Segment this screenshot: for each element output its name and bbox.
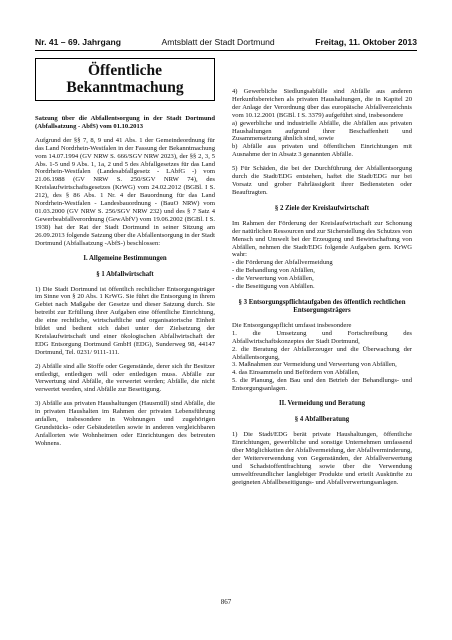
- paragraph-heading-2: § 2 Ziele der Kreislaufwirtschaft: [274, 204, 370, 212]
- preamble: Aufgrund der §§ 7, 8, 9 und 41 Abs. 1 der Gemeindeordnung für das Land Nordrhein-Westfalen in der Fassung der Bekanntmachung vom 14.07.1994 (GV NRW S. 666/SGV NRW 2023), der §§ 2, 3, 5 Abs. 1-5 und 9 Abs. 1, 1a, 2 und 5 des Abfallgesetzes für das Land Nordrhein-Westfalen (Landesabfallgesetz - LAbfG -) vom 21.06.1988 (GV NRW S. 250/SGV NRW 74), des Kreislaufwirtschaftsgesetzes (KrWG) vom 24.02.2012 (BGBl. I S. 212), des § 86 Abs. 1 Nr. 4 der Bauordnung für das Land Nordrhein-Westfalen - Landesbauordnung - (BauO NRW) vom 01.03.2000 (GV NRW S. 256/SGV NRW 232) und des § 7 Satz 4 Gewerbeabfallverordnung (GewAbfV) vom 19.06.2002 (BGBl. I S. 1938) hat der Rat der Stadt Dortmund in seiner Sitzung am 26.09.2013 folgende Satzung über die Abfallentsorgung in der Stadt Dortmund (Abfallsatzung -AbfS-) beschlossen:: [35, 136, 215, 247]
- clause-4: 4) Gewerbliche Siedlungsabfälle sind Abfälle aus anderen Herkunftsbereichen als privaten Haushaltungen, die in Kapitel 20 der Anlage der Verordnung über das europäische Abfallverzeichnis vom 10.12.2001 (BGBl. I S. 3379) aufgeführt sind, insbesondere: [232, 88, 412, 119]
- paragraph-heading-1: § 1 Abfallwirtschaft: [96, 270, 154, 278]
- issue-date: Freitag, 11. Oktober 2013: [315, 37, 417, 47]
- left-column: [35, 58, 215, 448]
- section-heading-2: II. Vermeidung und Beratung: [278, 400, 366, 408]
- right-column: [232, 88, 412, 486]
- publication-name: Amtsblatt der Stadt Dortmund: [161, 37, 275, 47]
- duties-intro: Die Entsorgungspflicht umfasst insbesondere: [232, 321, 352, 329]
- statute-subtitle: Satzung über die Abfallentsorgung in der Stadt Dortmund (Abfallsatzung - AbfS) vom 01.10.2013: [35, 115, 215, 130]
- list-item: 4. das Einsammeln und Befördern von Abfällen,: [232, 369, 360, 377]
- clause-3: 3) Abfälle aus privaten Haushaltungen (Hausmüll) sind Abfälle, die in privaten Haushalten im Rahmen der privaten Lebensführung anfallen, insbesondere in Wohnungen und zugehörigen Grundstücks- oder Gebäudeteilen sowie in anderen vergleichbaren Anfallorten wie Wohnheimen oder Einrichtungen des betreuten Wohnens.: [35, 400, 215, 447]
- clause-advice: 1) Die Stadt/EDG berät private Haushaltungen, öffentliche Einrichtungen, gewerbliche und sonstige Unternehmen umfassend über Möglichkeiten der Abfallvermeidung, der Abfallverminderung, der Weiterverwendung von Gegenständen, der Abfallverwertung und Schadstoffentfrachtung sowie über die Verwendung umweltfreundlicher langlebiger Produkte und erteilt Auskünfte zu geeigneten Abfallbeseitigungs- und Abfallverwertungsanlagen.: [232, 431, 412, 486]
- clause-4a: a) gewerbliche und industrielle Abfälle, die Abfällen aus privaten Haushaltungen aufgrund ihrer Beschaffenheit und Zusammensetzung ähnlich sind, sowie: [232, 119, 412, 143]
- list-item: - die Verwertung von Abfällen,: [232, 275, 314, 283]
- page-number: 867: [220, 598, 232, 606]
- section-heading-1: I. Allgemeine Bestimmungen: [83, 254, 167, 262]
- paragraph-heading-3: § 3 Entsorgungspflichtaufgaben des öffentlich rechtlichen Entsorgungsträgers: [238, 298, 406, 314]
- goals-list: [232, 259, 412, 291]
- clause-1: 1) Die Stadt Dortmund ist öffentlich rechtlicher Entsorgungsträger im Sinne von § 20 Abs. 1 KrWG. Sie führt die Entsorgung in ihrem Gebiet nach Maßgabe der Gesetze und dieser Satzung durch. Sie betreibt zur Erfüllung ihrer Aufgaben eine öffentliche Einrichtung, die eine rechtliche, wirtschaftliche und organisatorische Einheit bildet und bedient sich dabei unter der Zielsetzung der Kreislaufwirtschaft und einer ökologischen Abfallwirtschaft der EDG Entsorgung Dortmund GmbH (EDG), Sunderweg 98, 44147 Dortmund, Tel. 0231/ 9111-111.: [35, 285, 215, 356]
- list-item: - die Förderung der Abfallvermeidung: [232, 259, 333, 267]
- page-header: [35, 33, 417, 51]
- list-item: 5. die Planung, den Bau und den Betrieb der Behandlungs- und Entsorgungsanlagen.: [232, 377, 412, 393]
- duties-list: [232, 330, 412, 393]
- paragraph-heading-4: § 4 Abfallberatung: [294, 416, 350, 424]
- clause-5: 5) Für Schäden, die bei der Durchführung der Abfallentsorgung durch die Stadt/EDG entstehen, haftet die Stadt/EDG nur bei Vorsatz und grober Fahrlässigkeit ihrer Bediensteten oder Beauftragten.: [232, 165, 412, 196]
- list-item: 3. Maßnahmen zur Vermeidung und Verwertung von Abfällen,: [232, 361, 397, 369]
- list-item: 2. die Beratung der Abfallerzeuger und die Überwachung der Abfallentsorgung,: [232, 345, 412, 361]
- list-item: - die Beseitigung von Abfällen.: [232, 283, 315, 291]
- goals-intro: Im Rahmen der Förderung der Kreislaufwirtschaft zur Schonung der natürlichen Ressourcen und zur Sicherstellung des Schutzes von Mensch und Umwelt bei der Erzeugung und Bewirtschaftung von Abfällen, nehmen die Stadt/EDG folgende Aufgaben gem. KrWG wahr:: [232, 219, 412, 259]
- clause-2: 2) Abfälle sind alle Stoffe oder Gegenstände, derer sich ihr Besitzer entledigt, entledigen will oder entledigen muss. Abfälle zur Verwertung sind Abfälle, die verwertet werden; Abfälle, die nicht verwertet werden, sind Abfälle zur Beseitigung.: [35, 362, 215, 394]
- announcement-title: Öffentliche Bekanntmachung: [35, 58, 215, 101]
- clause-4b: b) Abfälle aus privaten und öffentlichen Einrichtungen mit Ausnahme der in Absatz 3 genannten Abfälle.: [232, 143, 412, 159]
- list-item: - die Behandlung von Abfällen,: [232, 267, 315, 275]
- issue-number: Nr. 41 – 69. Jahrgang: [35, 37, 121, 47]
- list-item: 1. die Umsetzung und Fortschreibung des Abfallwirtschaftskonzeptes der Stadt Dortmund,: [232, 329, 412, 345]
